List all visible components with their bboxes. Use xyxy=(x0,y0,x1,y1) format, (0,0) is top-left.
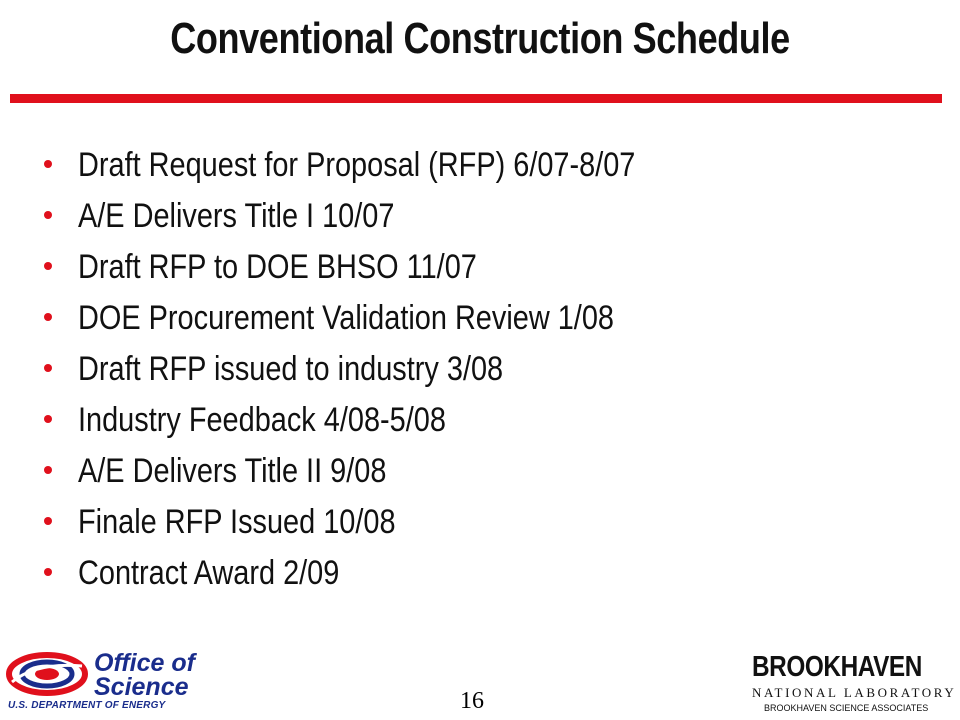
office-logo-line2: Science xyxy=(94,673,189,701)
office-of-science-logo xyxy=(6,648,206,710)
page-number: 16 xyxy=(460,688,484,714)
doe-tagline: U.S. DEPARTMENT OF ENERGY xyxy=(8,700,166,711)
bullet-dot-icon xyxy=(44,211,52,219)
bullet-dot-icon xyxy=(44,364,52,372)
bullet-text: Contract Award 2/09 xyxy=(78,554,340,592)
brookhaven-logo-subtitle: NATIONAL LABORATORY xyxy=(752,685,957,700)
bullet-text: Industry Feedback 4/08-5/08 xyxy=(78,401,446,439)
bullet-dot-icon xyxy=(44,415,52,423)
bullet-dot-icon xyxy=(44,262,52,270)
bullet-dot-icon xyxy=(44,568,52,576)
bullet-text: Draft RFP issued to industry 3/08 xyxy=(78,350,504,388)
bullet-dot-icon xyxy=(44,466,52,474)
title-underline xyxy=(10,94,942,103)
bullet-text: A/E Delivers Title II 9/08 xyxy=(78,452,387,490)
brookhaven-associates: BROOKHAVEN SCIENCE ASSOCIATES xyxy=(764,703,929,713)
office-logo-line1: Office of xyxy=(94,649,195,677)
bullet-dot-icon xyxy=(44,160,52,168)
bullet-text: Draft Request for Proposal (RFP) 6/07-8/07 xyxy=(78,146,636,184)
bullet-text: Draft RFP to DOE BHSO 11/07 xyxy=(78,248,477,286)
bullet-dot-icon xyxy=(44,313,52,321)
doe-ring-logo-icon xyxy=(6,652,88,696)
bullet-dot-icon xyxy=(44,517,52,525)
slide-title: Conventional Construction Schedule xyxy=(170,14,790,63)
bullet-text: DOE Procurement Validation Review 1/08 xyxy=(78,299,614,337)
brookhaven-logo-name: BROOKHAVEN xyxy=(752,651,922,683)
bullet-text: Finale RFP Issued 10/08 xyxy=(78,503,396,541)
bullet-text: A/E Delivers Title I 10/07 xyxy=(78,197,395,235)
